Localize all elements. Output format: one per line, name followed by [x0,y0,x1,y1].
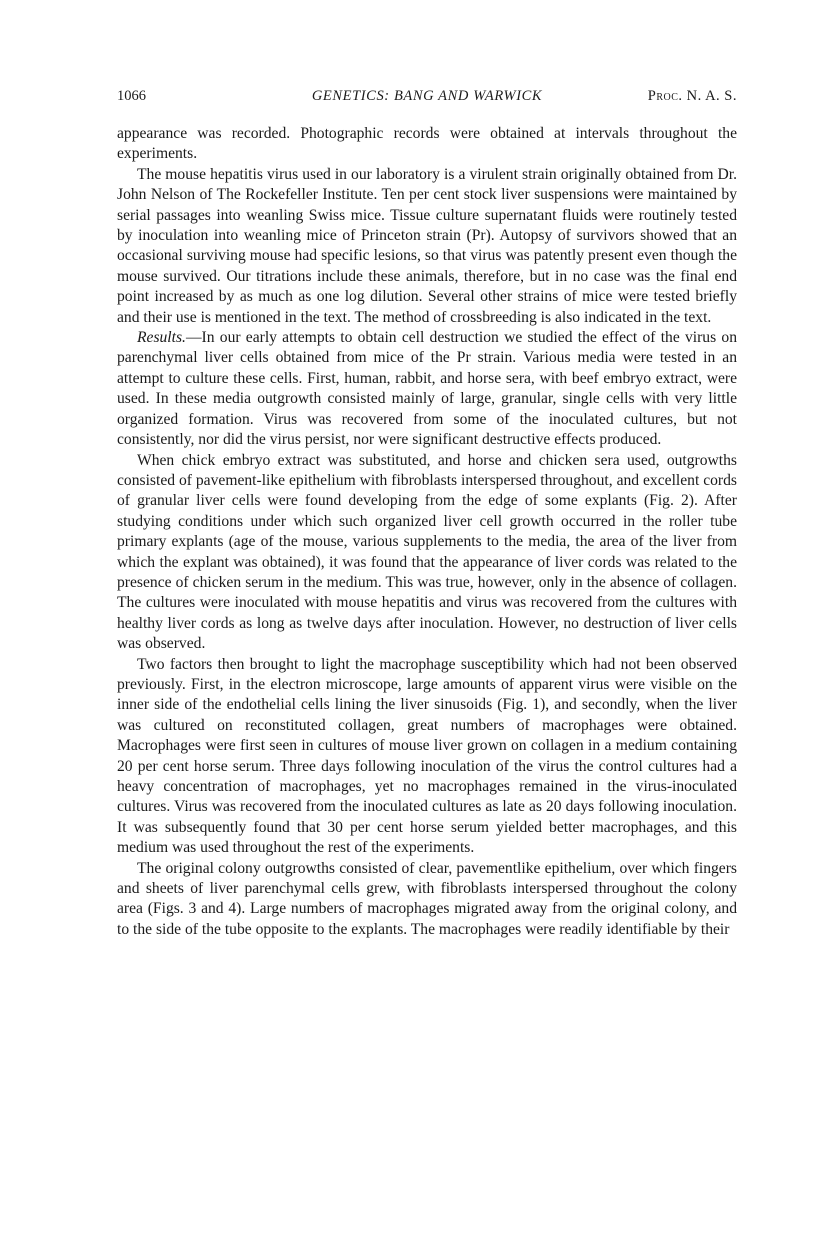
paragraph-results [117,328,737,450]
paragraph-virus-strain [117,165,737,328]
paragraph-text: appearance was recorded. Photographic records were obtained at intervals throughout the experiments. [117,125,737,163]
paragraph-continued [117,124,737,165]
document-page [117,84,737,940]
running-title: GENETICS: BANG AND WARWICK [311,88,543,104]
section-run-in-heading: Results. [137,329,186,347]
paragraph-chick-embryo [117,451,737,655]
paragraph-text: The original colony outgrowths consisted of clear, pavementlike epithelium, over which fingers and sheets of liver parenchymal cells grew, with fibroblasts interspersed throughout the colony area (Figs. 3 and 4). Large numbers of macrophages migrated away from the original colony, and to the side of the tube opposite to the explants. The macrophages were readily identifiable by their [117,859,737,938]
journal-abbreviation: Proc. N. A. S. [647,88,737,104]
paragraph-text: When chick embryo extract was substituted, and horse and chicken sera used, outgrowths consisted of pavement-like epithelium with fibroblasts interspersed throughout, and excellent cords of granular liver cells were found developing from the edge of some explants (Fig. 2). After studying conditions under which such organized liver cell growth occurred in the roller tube primary explants (age of the mouse, various supplements to the media, the area of the liver from which the explant was obtained), it was found that the appearance of liver cords was related to the presence of chicken serum in the medium. This was true, however, only in the absence of collagen. The cultures were inoculated with mouse hepatitis and virus was recovered from the cultures with healthy liver cords as long as twelve days after inoculation. However, no destruction of liver cells was observed. [117,451,737,653]
paragraph-text: Two factors then brought to light the macrophage susceptibility which had not been observed previously. First, in the electron microscope, large amounts of apparent virus were visible on the inner side of the endothelial cells lining the liver sinusoids (Fig. 1), and secondly, when the liver was cultured on reconstituted collagen, great numbers of macrophages were obtained. Macrophages were first seen in cultures of mouse liver grown on collagen in a medium containing 20 per cent horse serum. Three days following inoculation of the virus the control cultures had a heavy concentration of macrophages, yet no macrophages remained in the virus-inoculated cultures. Virus was recovered from the inoculated cultures as late as 20 days following inoculation. It was subsequently found that 30 per cent horse serum yielded better macrophages, and this medium was used throughout the rest of the experiments. [117,655,737,857]
paragraph-text: —In our early attempts to obtain cell destruction we studied the effect of the virus on parenchymal liver cells obtained from mice of the Pr strain. Various media were tested in an attempt to culture these cells. First, human, rabbit, and horse sera, with beef embryo extract, were used. In these media outgrowth consisted mainly of large, granular, single cells with very little organized formation. Virus was recovered from some of the inoculated cultures, but not consistently, nor did the virus persist, nor were significant destructive effects produced. [117,329,737,449]
page-number: 1066 [117,88,146,104]
paragraph-macrophage-susceptibility [117,655,737,859]
article-body [117,124,737,940]
running-header [117,84,737,110]
paragraph-colony-outgrowths [117,859,737,941]
paragraph-text: The mouse hepatitis virus used in our laboratory is a virulent strain originally obtained from Dr. John Nelson of The Rockefeller Institute. Ten per cent stock liver suspensions were maintained by serial passages into weanling Swiss mice. Tissue culture supernatant fluids were routinely tested by inoculation into weanling mice of Princeton strain (Pr). Autopsy of survivors showed that an occasional surviving mouse had specific lesions, so that virus was patently present even though the mouse survived. Our titrations include these animals, therefore, but in no case was the final end point increased by as much as one log dilution. Several other strains of mice were tested briefly and their use is mentioned in the text. The method of crossbreeding is also indicated in the text. [117,165,737,326]
